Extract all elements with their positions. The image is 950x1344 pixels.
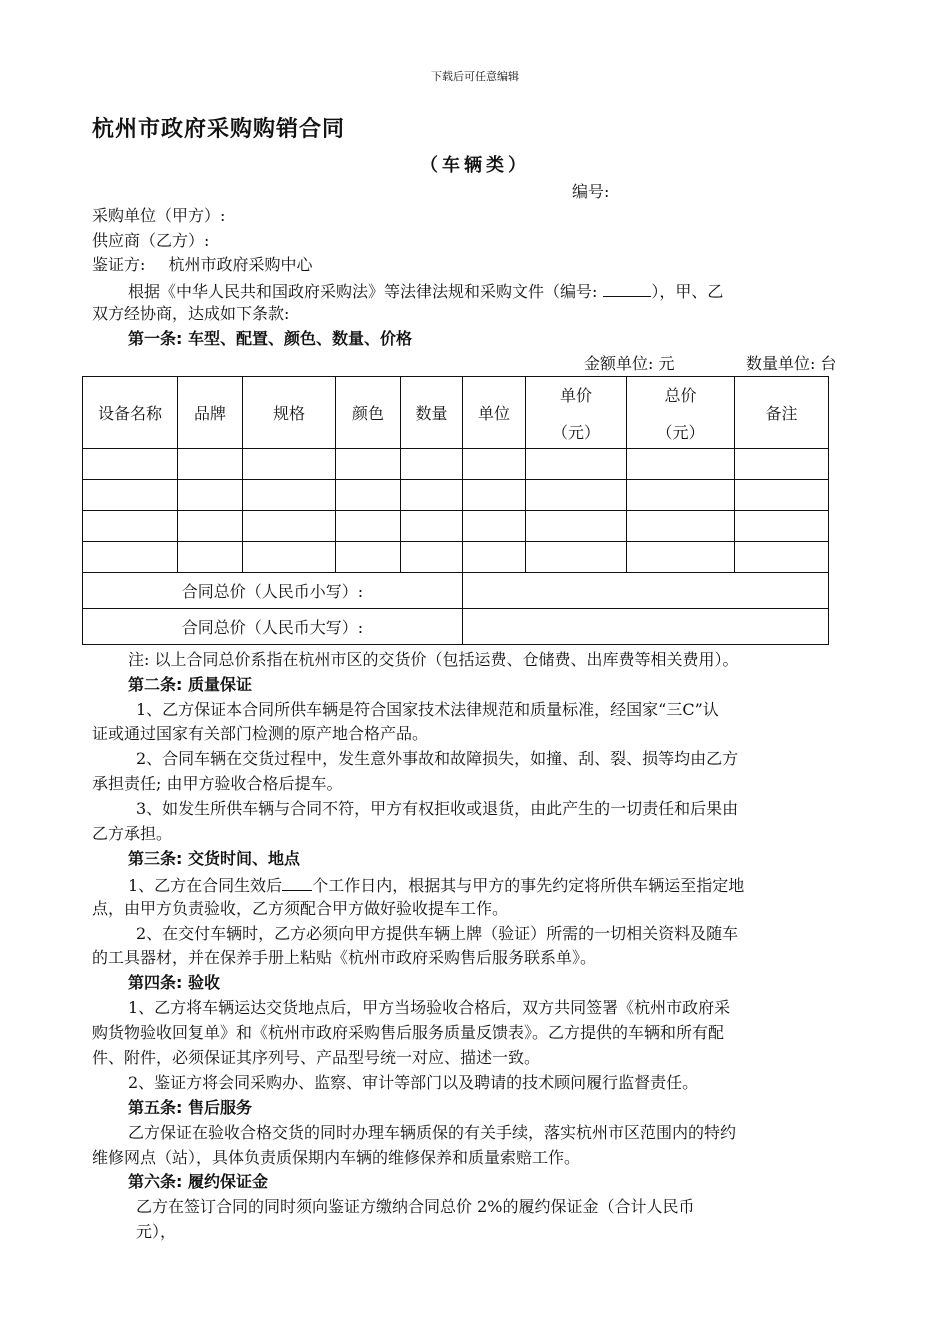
article2-heading: 第二条: 质量保证 bbox=[128, 675, 252, 694]
article2-p2-l1: 2、合同车辆在交货过程中，发生意外事故和故障损失，如撞、刮、裂、损等均由乙方 bbox=[136, 749, 739, 768]
intro-text-a: 根据《中华人民共和国政府采购法》等法律法规和采购文件（编号: bbox=[128, 282, 598, 301]
article3-p1-l2: 点，由甲方负责验收，乙方须配合甲方做好验收提车工作。 bbox=[92, 899, 509, 918]
article2-p1-l1: 1、乙方保证本合同所供车辆是符合国家技术法律规范和质量标准，经国家“三C”认 bbox=[136, 700, 719, 719]
supplier-label: 供应商（乙方）: bbox=[92, 231, 210, 250]
article4-p1-l1: 1、乙方将车辆运达交货地点后，甲方当场验收合格后，双方共同签署《杭州市政府采 bbox=[128, 998, 731, 1017]
vehicle-table bbox=[82, 376, 829, 645]
article3-heading: 第三条: 交货时间、地点 bbox=[128, 849, 300, 868]
total-upper-value[interactable] bbox=[463, 609, 829, 645]
article2-p3-l2: 乙方承担。 bbox=[92, 824, 173, 843]
table-row bbox=[83, 449, 829, 480]
cell[interactable] bbox=[243, 480, 336, 511]
cell[interactable] bbox=[526, 449, 627, 480]
total-upper-label: 合同总价（人民币大写）: bbox=[83, 609, 463, 645]
cell[interactable] bbox=[463, 511, 526, 542]
cell[interactable] bbox=[83, 542, 178, 573]
intro-line-1 bbox=[128, 278, 723, 304]
verifier-line bbox=[92, 253, 313, 277]
col-equipment-name: 设备名称 bbox=[83, 377, 178, 449]
total-lower-row bbox=[83, 573, 829, 609]
cell[interactable] bbox=[401, 542, 463, 573]
table-header-row bbox=[83, 377, 829, 449]
article4-p2: 2、鉴证方将会同采购办、监察、审计等部门以及聘请的技术顾问履行监督责任。 bbox=[128, 1073, 699, 1092]
cell[interactable] bbox=[401, 449, 463, 480]
cell[interactable] bbox=[243, 542, 336, 573]
cell[interactable] bbox=[336, 480, 401, 511]
cell[interactable] bbox=[627, 511, 735, 542]
article3-p1-b: 个工作日内，根据其与甲方的事先约定将所供车辆运至指定地 bbox=[312, 876, 745, 895]
article4-heading: 第四条: 验收 bbox=[128, 973, 220, 992]
amount-unit: 金额单位: 元 bbox=[584, 354, 675, 373]
table-row bbox=[83, 542, 829, 573]
article6-l1: 乙方在签订合同的同时须向鉴证方缴纳合同总价 2%的履约保证金（合计人民币 bbox=[136, 1197, 695, 1216]
article4-p1-l2: 购货物验收回复单》和《杭州市政府采购售后服务质量反馈表》。乙方提供的车辆和所有配 bbox=[92, 1023, 725, 1042]
total-lower-label: 合同总价（人民币小写）: bbox=[83, 573, 463, 609]
article2-p3-l1: 3、如发生所供车辆与合同不符，甲方有权拒收或退货，由此产生的一切责任和后果由 bbox=[136, 799, 739, 818]
article2-p2-l2: 承担责任; 由甲方验收合格后提车。 bbox=[92, 774, 343, 793]
cell[interactable] bbox=[401, 511, 463, 542]
workdays-blank bbox=[282, 872, 312, 891]
unit-price-unit: （元） bbox=[551, 422, 600, 442]
article3-p1-a: 1、乙方在合同生效后 bbox=[128, 876, 283, 895]
article6-heading: 第六条: 履约保证金 bbox=[128, 1172, 268, 1191]
price-note: 注: 以上合同总价系指在杭州市区的交货价（包括运费、仓储费、出库费等相关费用）。 bbox=[128, 650, 739, 669]
col-remarks: 备注 bbox=[735, 377, 829, 449]
verifier-name: 杭州市政府采购中心 bbox=[168, 255, 313, 274]
total-upper-row bbox=[83, 609, 829, 645]
cell[interactable] bbox=[735, 480, 829, 511]
cell[interactable] bbox=[178, 449, 243, 480]
verifier-label: 鉴证方: bbox=[92, 255, 146, 274]
cell[interactable] bbox=[463, 449, 526, 480]
article1-heading: 第一条: 车型、配置、颜色、数量、价格 bbox=[128, 329, 412, 348]
article5-l2: 维修网点（站），具体负责质保期内车辆的维修保养和质量索赔工作。 bbox=[92, 1148, 581, 1167]
col-unit-price bbox=[526, 377, 627, 449]
cell[interactable] bbox=[83, 480, 178, 511]
cell[interactable] bbox=[243, 511, 336, 542]
article4-p1-l3: 件、附件，必须保证其序列号、产品型号统一对应、描述一致。 bbox=[92, 1048, 541, 1067]
cell[interactable] bbox=[735, 511, 829, 542]
cell[interactable] bbox=[243, 449, 336, 480]
cell[interactable] bbox=[178, 511, 243, 542]
article3-p2-l2: 的工具器材，并在保养手册上粘贴《杭州市政府采购售后服务联系单》。 bbox=[92, 948, 597, 967]
cell[interactable] bbox=[627, 480, 735, 511]
cell[interactable] bbox=[526, 511, 627, 542]
contract-number-label: 编号: bbox=[572, 182, 610, 201]
col-color: 颜色 bbox=[336, 377, 401, 449]
article5-heading: 第五条: 售后服务 bbox=[128, 1098, 252, 1117]
cell[interactable] bbox=[526, 480, 627, 511]
cell[interactable] bbox=[627, 449, 735, 480]
article3-p2-l1: 2、在交付车辆时，乙方必须向甲方提供车辆上牌（验证）所需的一切相关资料及随车 bbox=[136, 924, 739, 943]
cell[interactable] bbox=[83, 511, 178, 542]
table-row bbox=[83, 480, 829, 511]
article5-l1: 乙方保证在验收合格交货的同时办理车辆质保的有关手续，落实杭州市区范围内的特约 bbox=[128, 1123, 737, 1142]
unit-price-label: 单价 bbox=[559, 385, 592, 405]
header-note: 下载后可任意编辑 bbox=[431, 70, 519, 83]
cell[interactable] bbox=[336, 449, 401, 480]
cell[interactable] bbox=[526, 542, 627, 573]
cell[interactable] bbox=[735, 449, 829, 480]
cell[interactable] bbox=[336, 542, 401, 573]
cell[interactable] bbox=[83, 449, 178, 480]
cell[interactable] bbox=[735, 542, 829, 573]
total-price-label: 总价 bbox=[664, 385, 697, 405]
total-lower-value[interactable] bbox=[463, 573, 829, 609]
cell[interactable] bbox=[178, 480, 243, 511]
intro-line-2: 双方经协商，达成如下条款: bbox=[92, 304, 290, 323]
quantity-unit: 数量单位: 台 bbox=[746, 354, 837, 373]
col-unit: 单位 bbox=[463, 377, 526, 449]
cell[interactable] bbox=[463, 542, 526, 573]
total-price-unit: （元） bbox=[656, 422, 705, 442]
cell[interactable] bbox=[178, 542, 243, 573]
buyer-label: 采购单位（甲方）: bbox=[92, 206, 226, 225]
col-quantity: 数量 bbox=[401, 377, 463, 449]
cell[interactable] bbox=[627, 542, 735, 573]
article6-l2: 元）， bbox=[136, 1222, 177, 1241]
page-subtitle: （车辆类） bbox=[420, 155, 530, 176]
col-spec: 规格 bbox=[243, 377, 336, 449]
intro-text-b: ），甲、乙 bbox=[651, 282, 724, 301]
col-brand: 品牌 bbox=[178, 377, 243, 449]
article3-p1-l1 bbox=[128, 872, 744, 898]
procurement-number-blank bbox=[603, 278, 651, 297]
table-row bbox=[83, 511, 829, 542]
cell[interactable] bbox=[463, 480, 526, 511]
article2-p1-l2: 证或通过国家有关部门检测的原产地合格产品。 bbox=[92, 724, 429, 743]
page-title: 杭州市政府采购购销合同 bbox=[92, 117, 346, 142]
col-total-price bbox=[627, 377, 735, 449]
cell[interactable] bbox=[336, 511, 401, 542]
cell[interactable] bbox=[401, 480, 463, 511]
